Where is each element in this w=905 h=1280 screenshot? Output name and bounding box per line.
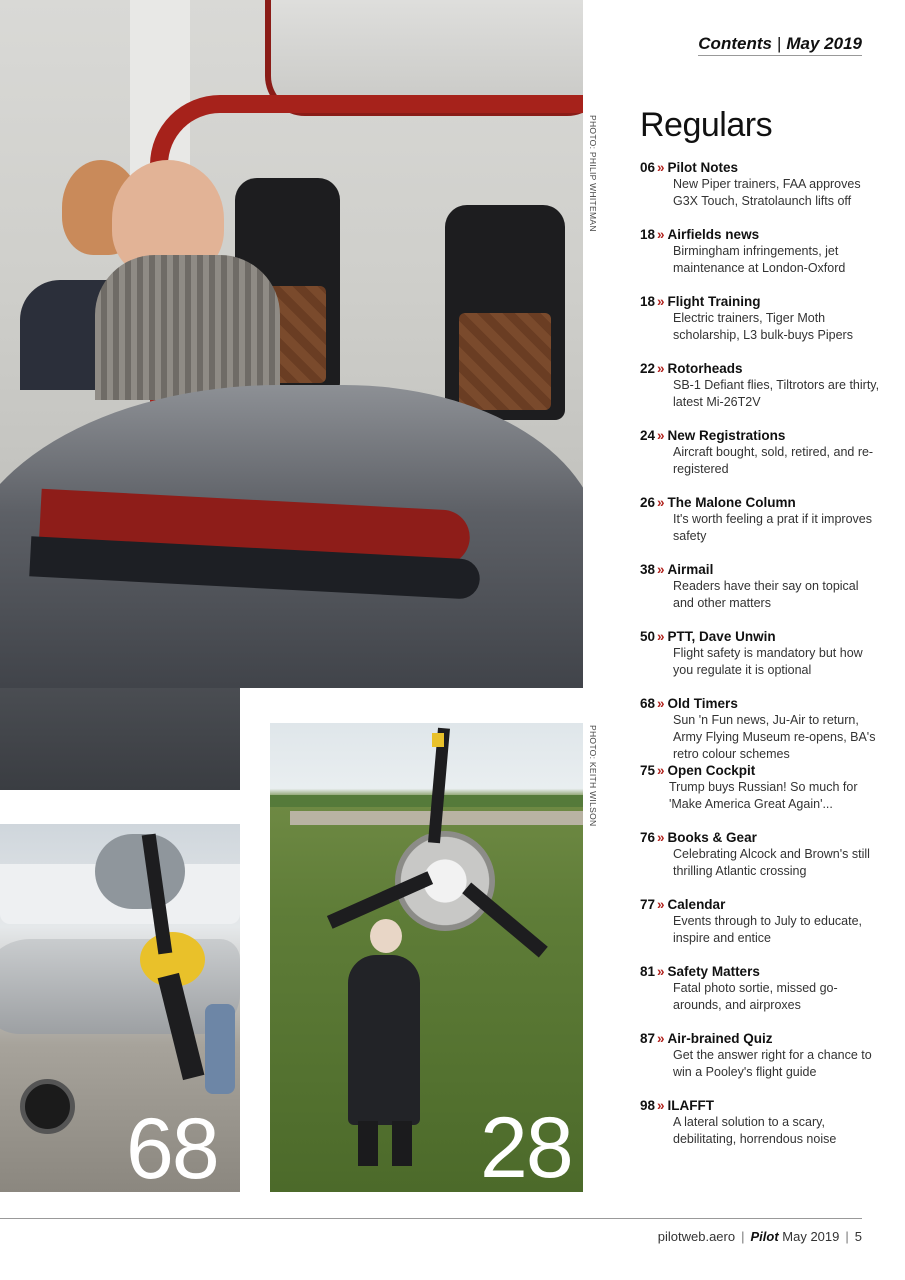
mustang-photo <box>0 824 240 1192</box>
man-torso <box>95 255 280 400</box>
item-page: 24 <box>640 428 656 443</box>
contents-item[interactable] <box>640 361 880 428</box>
item-page: 06 <box>640 160 656 175</box>
contents-item[interactable] <box>640 629 880 696</box>
chevron-right-icon: » <box>657 629 665 644</box>
contents-item[interactable] <box>640 495 880 562</box>
prop-tip-up <box>432 733 444 747</box>
item-page: 38 <box>640 562 656 577</box>
item-description: Electric trainers, Tiger Moth scholarship, L3 bulk-buys Pipers <box>673 311 853 342</box>
item-description: Flight safety is mandatory but how you regulate it is optional <box>673 646 863 677</box>
item-page: 87 <box>640 1031 656 1046</box>
contents-item[interactable] <box>640 562 880 629</box>
item-title: Airmail <box>667 562 714 577</box>
running-header <box>698 34 862 56</box>
cockpit-photo-extension <box>0 688 240 790</box>
item-title: PTT, Dave Unwin <box>667 629 776 644</box>
contents-list <box>640 160 880 1165</box>
chevron-right-icon: » <box>657 1031 665 1046</box>
chevron-right-icon: » <box>657 830 665 845</box>
item-description: Aircraft bought, sold, retired, and re-registered <box>673 445 874 476</box>
spectator-shape <box>205 1004 235 1094</box>
chevron-right-icon: » <box>657 562 665 577</box>
chevron-right-icon: » <box>657 964 665 979</box>
chevron-right-icon: » <box>657 294 665 309</box>
chevron-right-icon: » <box>657 361 665 376</box>
item-title: Calendar <box>667 897 726 912</box>
item-description: Events through to July to educate, inspire and entice <box>673 914 863 945</box>
footer-rule <box>0 1218 862 1219</box>
tree-line-shape <box>270 795 583 807</box>
footer-magazine: Pilot <box>750 1229 779 1244</box>
footer-divider: | <box>845 1229 849 1244</box>
item-description: A lateral solution to a scary, debilitating, horrendous noise <box>673 1115 837 1146</box>
item-description: Readers have their say on topical and other matters <box>673 579 859 610</box>
item-description: Get the answer right for a chance to win a Pooley's flight guide <box>673 1048 872 1079</box>
header-section: Contents <box>698 34 772 53</box>
item-title: New Registrations <box>667 428 786 443</box>
pilot-leg-left <box>358 1121 378 1166</box>
chevron-right-icon: » <box>657 428 665 443</box>
chevron-right-icon: » <box>657 1098 665 1113</box>
item-title: Rotorheads <box>667 361 743 376</box>
chevron-right-icon: » <box>657 495 665 510</box>
footer-divider: | <box>741 1229 745 1244</box>
mustang-wheel <box>20 1079 75 1134</box>
chevron-right-icon: » <box>657 160 665 175</box>
item-page: 76 <box>640 830 656 845</box>
item-title: Safety Matters <box>667 964 760 979</box>
item-page: 75 <box>640 763 656 778</box>
pilot-body <box>348 955 420 1125</box>
item-title: The Malone Column <box>667 495 796 510</box>
footer-site: pilotweb.aero <box>657 1229 736 1244</box>
item-description: Fatal photo sortie, missed go-arounds, and airproxes <box>673 981 838 1012</box>
item-title: Airfields news <box>667 227 760 242</box>
item-description: Trump buys Russian! So much for 'Make America Great Again'... <box>669 780 858 811</box>
item-title: ILAFFT <box>667 1098 715 1113</box>
chevron-right-icon: » <box>657 227 665 242</box>
contents-item[interactable] <box>640 1098 880 1165</box>
page-footer <box>658 1229 862 1244</box>
contents-item[interactable] <box>640 964 880 1031</box>
item-page: 77 <box>640 897 656 912</box>
item-description: Sun 'n Fun news, Ju-Air to return, Army Flying Museum re-opens, BA's retro colour schemes <box>673 713 876 761</box>
contents-item[interactable] <box>640 294 880 361</box>
front-seat-right <box>445 205 565 420</box>
pilot-leg-right <box>392 1121 412 1166</box>
page-label-28: 28 <box>480 1100 572 1192</box>
item-page: 26 <box>640 495 656 510</box>
chevron-right-icon: » <box>657 763 665 778</box>
item-description: It's worth feeling a prat if it improves safety <box>673 512 872 543</box>
item-title: Old Timers <box>667 696 738 711</box>
item-title: Flight Training <box>667 294 761 309</box>
cockpit-photo <box>0 0 583 688</box>
contents-item[interactable] <box>640 160 880 227</box>
photo-credit-bottom: PHOTO: KEITH WILSON <box>588 725 598 827</box>
page-label-68: 68 <box>126 1101 218 1192</box>
biplane-photo <box>270 723 583 1192</box>
item-page: 18 <box>640 227 656 242</box>
item-title: Open Cockpit <box>667 763 756 778</box>
contents-item[interactable] <box>640 428 880 495</box>
contents-item[interactable] <box>640 1031 880 1098</box>
item-page: 81 <box>640 964 656 979</box>
contents-item[interactable] <box>640 897 880 964</box>
contents-item[interactable] <box>640 830 880 897</box>
photo-credit-top: PHOTO: PHILIP WHITEMAN <box>588 115 598 232</box>
tanker-nose-shape <box>95 834 185 909</box>
pilot-head <box>370 919 402 953</box>
header-divider: | <box>776 34 782 53</box>
item-page: 50 <box>640 629 656 644</box>
item-page: 22 <box>640 361 656 376</box>
item-description: Celebrating Alcock and Brown's still thrilling Atlantic crossing <box>673 847 870 878</box>
item-title: Air-brained Quiz <box>667 1031 773 1046</box>
contents-item[interactable] <box>640 227 880 294</box>
footer-issue: May 2019 <box>782 1229 840 1244</box>
item-title: Books & Gear <box>667 830 757 845</box>
contents-item[interactable] <box>640 696 880 763</box>
chevron-right-icon: » <box>657 696 665 711</box>
contents-item[interactable] <box>640 763 880 830</box>
item-description: SB-1 Defiant flies, Tiltrotors are thirty, latest Mi-26T2V <box>673 378 880 409</box>
item-description: Birmingham infringements, jet maintenance at London-Oxford <box>673 244 846 275</box>
item-page: 68 <box>640 696 656 711</box>
item-title: Pilot Notes <box>667 160 739 175</box>
section-title: Regulars <box>640 106 773 144</box>
item-page: 18 <box>640 294 656 309</box>
page-number: 5 <box>854 1229 862 1244</box>
chevron-right-icon: » <box>657 897 665 912</box>
item-description: New Piper trainers, FAA approves G3X Touch, Stratolaunch lifts off <box>673 177 861 208</box>
item-page: 98 <box>640 1098 656 1113</box>
header-issue: May 2019 <box>786 34 862 53</box>
